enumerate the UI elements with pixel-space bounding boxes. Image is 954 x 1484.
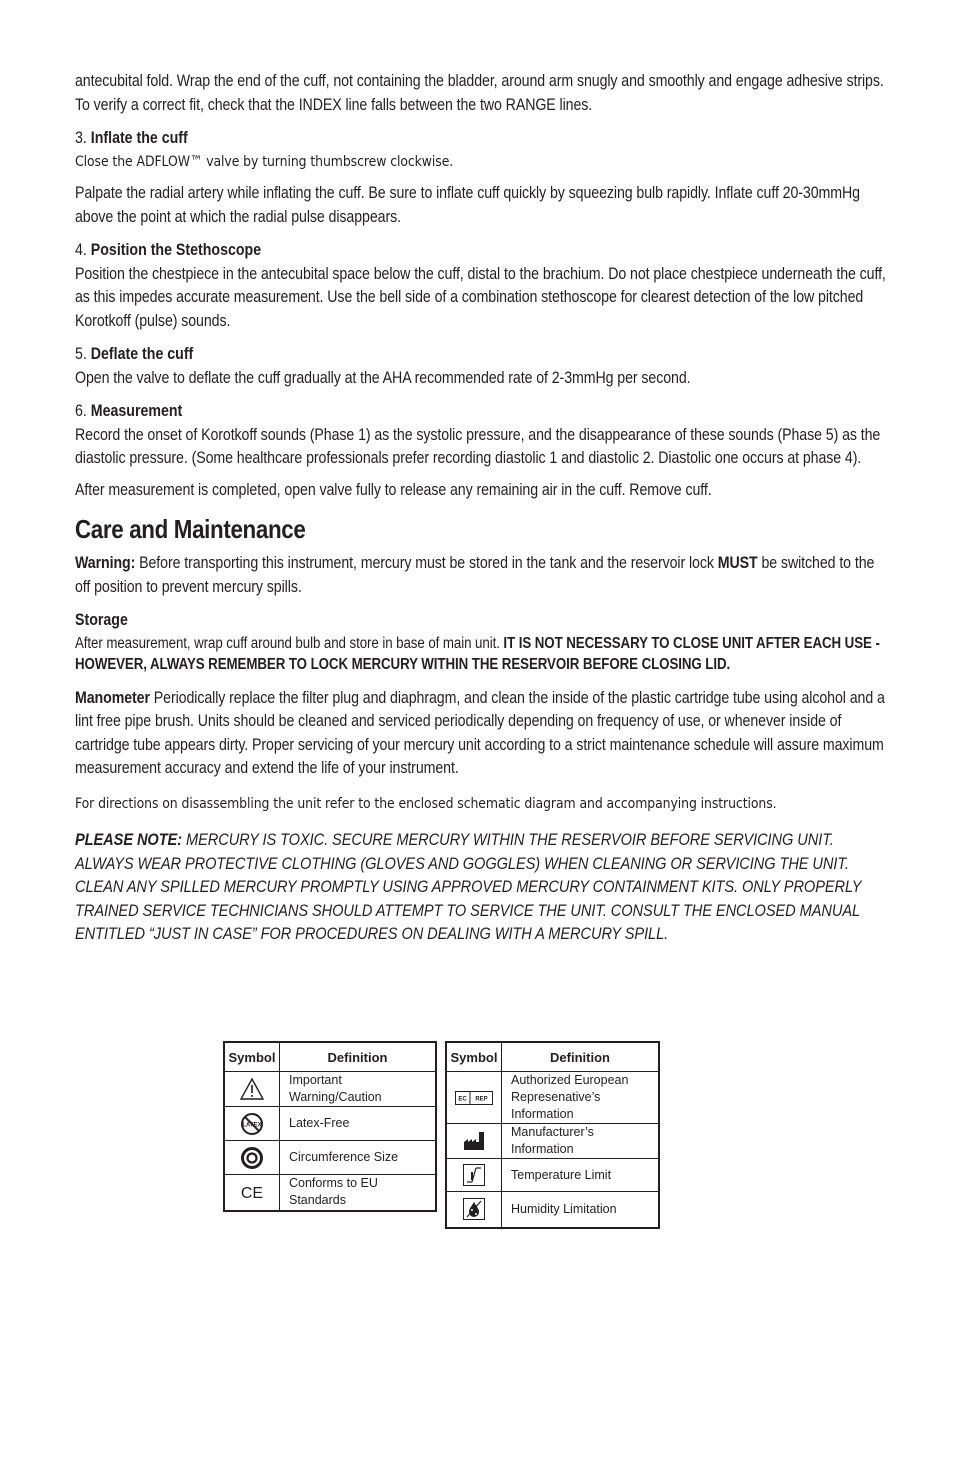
definition-cell: Temperature Limit	[502, 1159, 660, 1192]
definition-cell: Important Warning/Caution	[280, 1072, 437, 1107]
step-3-title: Inflate the cuff	[90, 129, 188, 147]
step-5-title: Deflate the cuff	[90, 345, 194, 363]
definition-cell: Manufacturer’s Information	[502, 1124, 660, 1159]
definition-cell: Latex-Free	[280, 1107, 437, 1141]
table-header-row	[446, 1042, 659, 1072]
step-6-heading	[75, 400, 890, 424]
definition-cell: Conforms to EU Standards	[280, 1175, 437, 1211]
latex-icon-text: LATEX	[242, 1122, 262, 1128]
please-note-label: PLEASE NOTE:	[75, 830, 183, 849]
step-5-paragraph-1: Open the valve to deflate the cuff gradually at the AHA recommended rate of 2-3mmHg per second.	[75, 368, 691, 387]
table-row	[224, 1141, 436, 1175]
manufacturer-icon	[446, 1124, 502, 1159]
step-3-number: 3.	[75, 129, 87, 147]
please-note-paragraph	[75, 828, 890, 946]
step-3-paragraph-1: Close the ADFLOW™ valve by turning thumbscrew clockwise.	[75, 153, 454, 170]
table-row	[446, 1192, 659, 1228]
circumference-size-icon	[224, 1141, 280, 1175]
step-3-heading	[75, 127, 890, 151]
warning-text-2: be switched to the off position to prevent mercury spills.	[75, 554, 875, 596]
definition-column-header: Definition	[502, 1042, 660, 1072]
ce-mark-icon	[224, 1175, 280, 1211]
table-row	[446, 1072, 659, 1124]
table-row	[224, 1107, 436, 1141]
warning-label: Warning:	[75, 554, 136, 572]
rep-icon-text: REP	[475, 1096, 488, 1102]
intro-paragraph: antecubital fold. Wrap the end of the cuff, not containing the bladder, around arm snugly and smoothly and engage adhesive strips. To verify a correct fit, check that the INDEX line falls between the two RANGE lines.	[75, 72, 884, 114]
definition-column-header: Definition	[280, 1042, 437, 1072]
please-note-text: MERCURY IS TOXIC. SECURE MERCURY WITHIN THE RESERVOIR BEFORE SERVICING UNIT. ALWAYS WEAR PROTECTIVE CLOTHING (GLOVES AND GOGGLES) WHEN CLEANING OR SERVICING THE UNIT. CLEAN ANY SPILLED MERCURY PROMPTLY USING APPROVED MERCURY CONTAINMENT KITS. ONLY PROPERLY TRAINED SERVICE TECHNICIANS SHOULD ATTEMPT TO SERVICE THE UNIT. CONSULT THE ENCLOSED MANUAL ENTITLED “JUST IN CASE” FOR PROCEDURES ON DEALING WITH A MERCURY SPILL.	[75, 830, 862, 943]
table-row	[446, 1159, 659, 1192]
step-6-paragraph-2: After measurement is completed, open valve fully to release any remaining air in the cuff. Remove cuff.	[75, 480, 712, 499]
warning-text-1: Before transporting this instrument, mercury must be stored in the tank and the reservoir lock	[135, 554, 718, 572]
ec-rep-icon	[446, 1072, 502, 1124]
symbol-table-left	[223, 1041, 437, 1212]
definition-cell: Authorized European Represenative’s Information	[502, 1072, 660, 1124]
step-5-number: 5.	[75, 345, 87, 363]
step-3-paragraph-2: Palpate the radial artery while inflating the cuff. Be sure to inflate cuff quickly by squeezing bulb rapidly. Inflate cuff 20-30mmHg above the point at which the radial pulse disappears.	[75, 184, 860, 226]
storage-heading	[75, 609, 890, 633]
temperature-limit-icon	[446, 1159, 502, 1192]
text-column	[75, 70, 890, 946]
storage-heading-text: Storage	[75, 611, 128, 629]
humidity-limitation-icon	[446, 1192, 502, 1228]
ce-icon-text: CE	[240, 1185, 264, 1203]
table-header-row	[224, 1042, 436, 1072]
manometer-paragraph	[75, 687, 890, 781]
storage-bold: IT IS NOT NECESSARY TO CLOSE UNIT AFTER EACH USE - HOWEVER, ALWAYS REMEMBER TO LOCK MERCURY WITHIN THE RESERVOIR BEFORE CLOSING LID.	[75, 634, 880, 673]
document-page	[75, 70, 890, 946]
manometer-text: Periodically replace the filter plug and diaphragm, and clean the inside of the plastic cartridge tube using alcohol and a lint free pipe brush. Units should be cleaned and serviced periodically depending on frequency of use, or whenever inside of cartridge tube appears dirty. Proper servicing of your mercury unit according to a strict maintenance schedule will assure maximum measurement accuracy and extend the life of your instrument.	[75, 688, 885, 777]
warning-must: MUST	[717, 554, 758, 572]
step-6-title: Measurement	[90, 402, 183, 420]
step-4-heading	[75, 239, 890, 263]
step-6-paragraph-1: Record the onset of Korotkoff sounds (Phase 1) as the systolic pressure, and the disappearance of these sounds (Phase 5) as the diastolic pressure. (Some healthcare professionals prefer recording diastolic 1 and diastolic 2. Diastolic one occurs at phase 4).	[75, 425, 881, 467]
manometer-label: Manometer	[75, 688, 150, 707]
symbol-column-header: Symbol	[224, 1042, 280, 1072]
symbol-table-right	[445, 1041, 660, 1229]
step-6-number: 6.	[75, 402, 87, 420]
definition-cell: Circumference Size	[280, 1141, 437, 1175]
definition-cell: Humidity Limitation	[502, 1192, 660, 1228]
step-5-heading	[75, 343, 890, 367]
storage-text: After measurement, wrap cuff around bulb and store in base of main unit.	[75, 634, 504, 652]
ec-icon-text: EC	[458, 1096, 467, 1102]
table-row	[446, 1124, 659, 1159]
latex-free-icon	[224, 1107, 280, 1141]
directions-paragraph: For directions on disassembling the unit refer to the enclosed schematic diagram and accompanying instructions.	[75, 795, 777, 812]
storage-paragraph	[75, 633, 890, 675]
warning-paragraph	[75, 552, 890, 599]
table-row	[224, 1072, 436, 1107]
step-4-number: 4.	[75, 241, 87, 259]
step-4-paragraph-1: Position the chestpiece in the antecubital space below the cuff, distal to the brachium. Do not place chestpiece underneath the cuff, as this impedes accurate measurement. Use the bell side of a combination stethoscope for clearest detection of the low pitched Korotkoff (pulse) sounds.	[75, 264, 886, 330]
warning-triangle-icon	[224, 1072, 280, 1107]
care-heading: Care and Maintenance	[75, 514, 306, 544]
symbol-column-header: Symbol	[446, 1042, 502, 1072]
step-4-title: Position the Stethoscope	[90, 241, 262, 259]
table-row	[224, 1175, 436, 1211]
